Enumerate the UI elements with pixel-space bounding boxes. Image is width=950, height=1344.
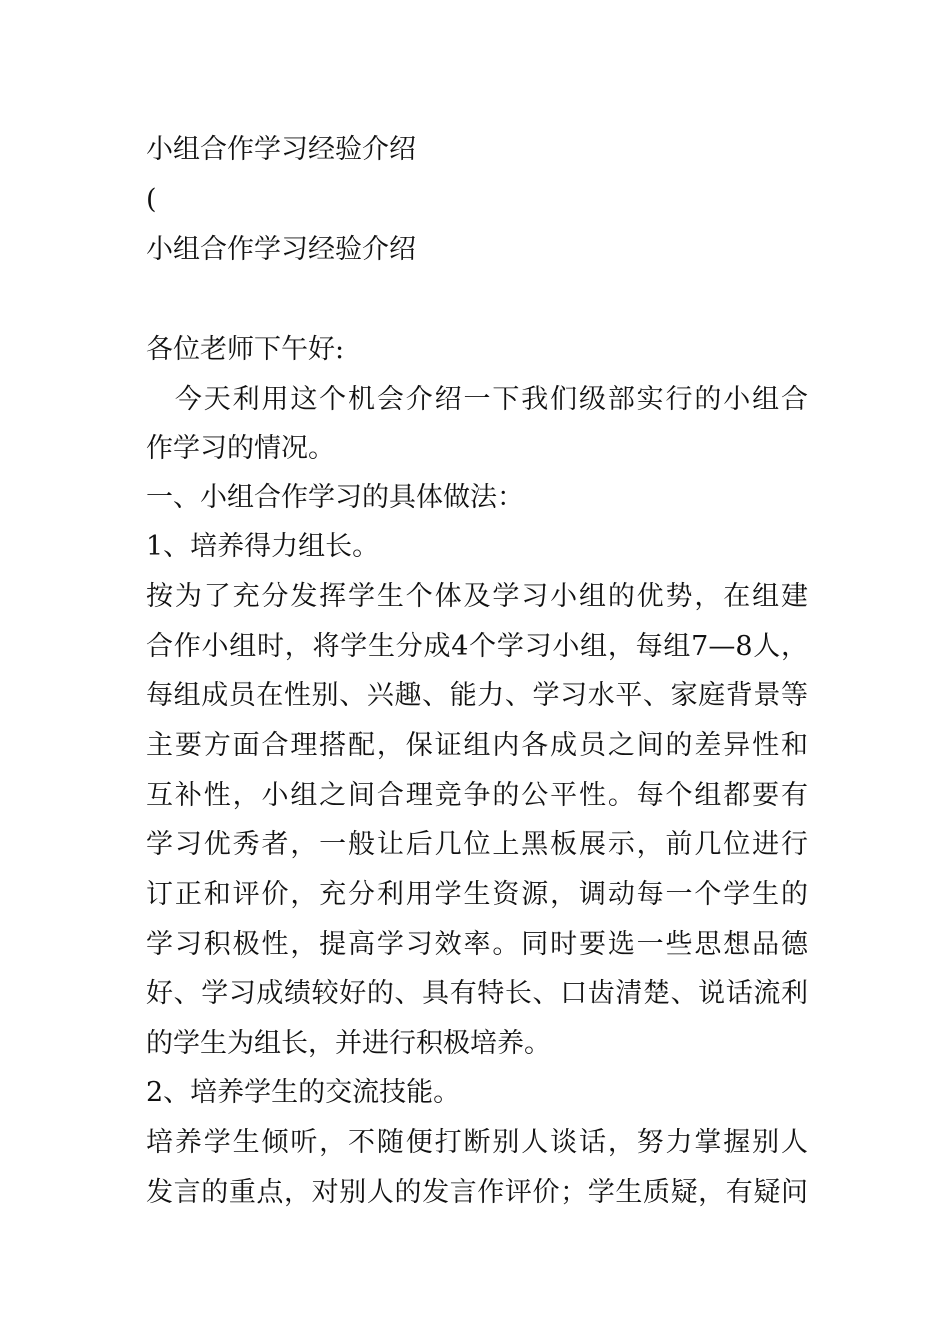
item1-line: 主要方面合理搭配，保证组内各成员之间的差异性和 (146, 730, 808, 761)
item2-line: 发言的重点，对别人的发言作评价；学生质疑，有疑问 (146, 1177, 808, 1208)
item2-line: 培养学生倾听，不随便打断别人谈话，努力掌握别人 (146, 1127, 808, 1158)
document-title: 小组合作学习经验介绍 (146, 134, 416, 165)
item1-line: 学习积极性，提高学习效率。同时要选一些思想品德 (146, 929, 808, 960)
item2-heading: 2、培养学生的交流技能。 (146, 1077, 461, 1108)
greeting-line: 各位老师下午好: (146, 334, 345, 365)
item1-line: 的学生为组长，并进行积极培养。 (146, 1028, 551, 1059)
item1-line: 每组成员在性别、兴趣、能力、学习水平、家庭背景等 (146, 680, 808, 711)
section-heading: 一、小组合作学习的具体做法： (146, 482, 524, 513)
item1-line: 按为了充分发挥学生个体及学习小组的优势，在组建 (146, 581, 808, 612)
intro-line: 今天利用这个机会介绍一下我们级部实行的小组合 (146, 384, 808, 415)
title-open-paren: ( (146, 184, 157, 215)
item1-line: 合作小组时，将学生分成4个学习小组，每组7—8人， (146, 631, 808, 662)
item1-line: 订正和评价，充分利用学生资源，调动每一个学生的 (146, 879, 808, 910)
intro-line: 作学习的情况。 (146, 433, 335, 464)
item1-heading: 1、培养得力组长。 (146, 531, 380, 562)
item1-line: 互补性，小组之间合理竞争的公平性。每个组都要有 (146, 780, 808, 811)
item1-line: 好、学习成绩较好的、具有特长、口齿清楚、说话流利 (146, 978, 808, 1009)
item1-line: 学习优秀者，一般让后几位上黑板展示，前几位进行 (146, 829, 808, 860)
document-subtitle: 小组合作学习经验介绍 (146, 234, 416, 265)
